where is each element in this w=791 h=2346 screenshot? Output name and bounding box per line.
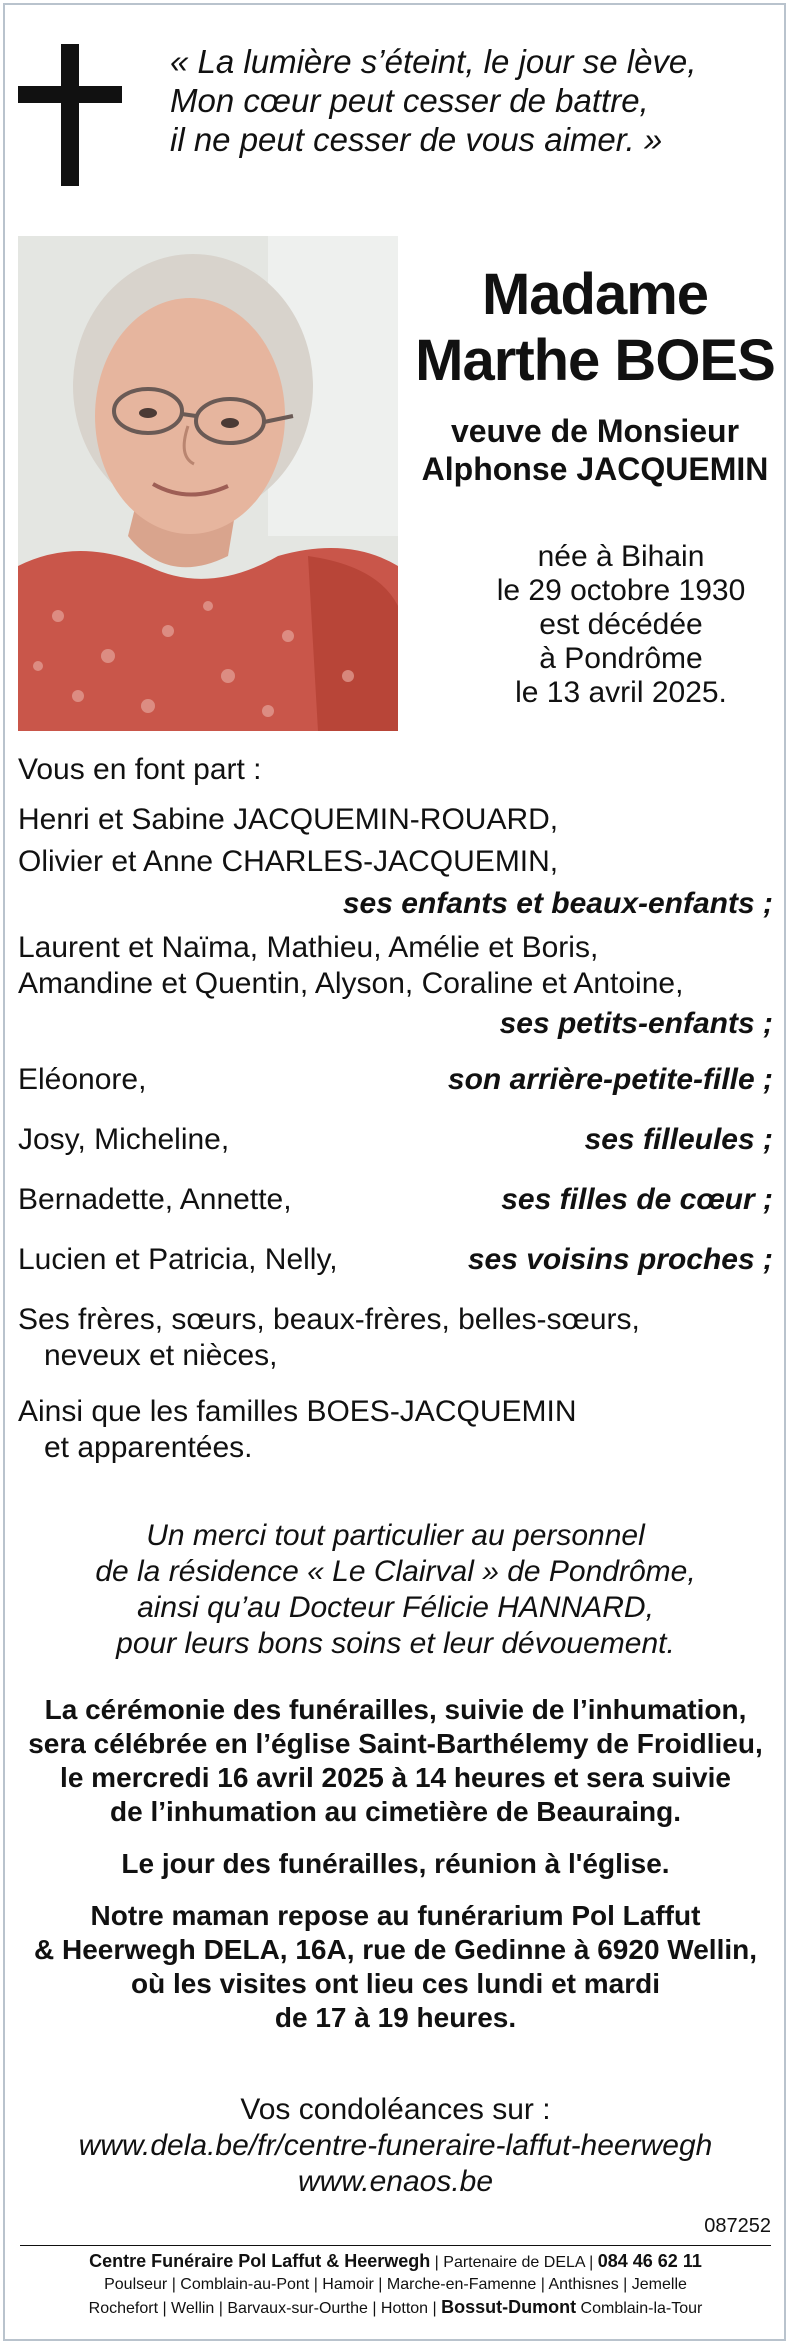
epitaph-quote [170,42,770,159]
birth-place: née à Bihain [537,540,705,573]
ceremony-line: le mercredi 16 avril 2025 à 14 heures et sera suivie [60,1762,731,1793]
siblings-line: neveux et nièces, [44,1339,278,1372]
cross-icon [18,44,122,186]
family-list [18,752,773,1466]
portrait-photo [18,236,398,731]
ceremony-line: La cérémonie des funérailles, suivie de l’inhumation, [44,1694,747,1725]
footer-locations: Poulseur | Comblain-au-Pont | Hamoir | Marche-en-Famenne | Anthisnes | Jemelle [104,2276,687,2293]
resting-paragraph [12,1899,779,2035]
ceremony-info [12,1693,779,2035]
quote-line: Mon cœur peut cesser de battre, [170,82,649,119]
families-line: et apparentées. [44,1431,253,1464]
meeting-line: Le jour des funérailles, réunion à l'église. [121,1848,670,1879]
quote-line: « La lumière s’éteint, le jour se lève, [170,43,697,80]
quote-line: il ne peut cesser de vous aimer. » [170,121,663,158]
death-text: est décédée [539,608,703,641]
family-name: Eléonore, [18,1063,147,1096]
family-row [18,1122,773,1158]
families-line: Ainsi que les familles BOES-JACQUEMIN [18,1395,577,1428]
children-line: Henri et Sabine JACQUEMIN-ROUARD, [18,803,559,836]
footer-line [10,2296,781,2320]
family-row [18,1062,773,1098]
resting-line: Notre maman repose au funérarium Pol Laffut [90,1900,701,1931]
condolences-block [18,2092,773,2200]
family-name: Josy, Micheline, [18,1123,230,1156]
life-dates [410,540,780,710]
second-funeral-home: Bossut-Dumont [441,2297,577,2317]
relation-label: ses filles de cœur ; [501,1183,773,1216]
condolences-link[interactable]: www.enaos.be [297,2165,494,2198]
resting-line: de 17 à 19 heures. [274,2002,517,2033]
resting-line: & Heerwegh DELA, 16A, rue de Gedinne à 6920 Wellin, [33,1934,758,1965]
funeral-home-name: Centre Funéraire Pol Laffut & Heerwegh [89,2251,431,2271]
footer-line [10,2250,781,2274]
phone-number: 084 46 62 11 [597,2251,702,2271]
death-place: à Pondrôme [539,642,703,675]
deceased-name-block [410,262,780,488]
resting-line: où les visites ont lieu ces lundi et mardi [130,1968,661,1999]
family-name: Lucien et Patricia, Nelly, [18,1243,338,1276]
thanks-line: ainsi qu’au Docteur Félicie HANNARD, [137,1591,654,1624]
grandchildren-line: Laurent et Naïma, Mathieu, Amélie et Boris, [18,931,599,964]
relation-label: ses voisins proches ; [467,1243,773,1276]
thanks-line: pour leurs bons soins et leur dévouement. [116,1627,675,1660]
ceremony-line: de l’inhumation au cimetière de Beauraing. [109,1796,682,1827]
spouse-name: Alphonse JACQUEMIN [421,451,769,487]
thanks-message [18,1518,773,1662]
relation-label: ses petits-enfants ; [499,1007,773,1040]
family-row [18,1182,773,1218]
birth-date: le 29 octobre 1930 [496,574,746,607]
grandchildren-line: Amandine et Quentin, Alyson, Coraline et Antoine, [18,967,684,1000]
footer-locations: Comblain-la-Tour [576,2300,703,2317]
family-name: Bernadette, Annette, [18,1183,292,1216]
deceased-name: Marthe BOES [415,328,775,393]
footer-locations: Rochefort | Wellin | Barvaux-sur-Ourthe | Hotton | [88,2300,442,2317]
relation-label: ses enfants et beaux-enfants ; [342,887,773,920]
family-row [18,1242,773,1278]
footer-divider [20,2245,771,2246]
condolences-label: Vos condoléances sur : [240,2093,551,2126]
children-line: Olivier et Anne CHARLES-JACQUEMIN, [18,845,559,878]
thanks-line: de la résidence « Le Clairval » de Pondrôme, [95,1555,696,1588]
reference-number: 087252 [704,2215,771,2237]
siblings-line: Ses frères, sœurs, beaux-frères, belles-sœurs, [18,1303,640,1336]
ceremony-line: sera célébrée en l’église Saint-Barthélemy de Froidlieu, [28,1728,763,1759]
relation-label: ses filleules ; [584,1123,773,1156]
ceremony-paragraph [12,1693,779,1829]
intro-text: Vous en font part : [18,753,262,786]
funeral-home-footer [10,2250,781,2320]
partner-text: | Partenaire de DELA | [430,2254,598,2271]
thanks-line: Un merci tout particulier au personnel [146,1519,645,1552]
condolences-link[interactable]: www.dela.be/fr/centre-funeraire-laffut-heerwegh [78,2129,713,2162]
deceased-title: Madame [481,262,709,327]
death-date: le 13 avril 2025. [515,676,727,709]
spouse-line: veuve de Monsieur [450,413,740,449]
relation-label: son arrière-petite-fille ; [447,1063,773,1096]
